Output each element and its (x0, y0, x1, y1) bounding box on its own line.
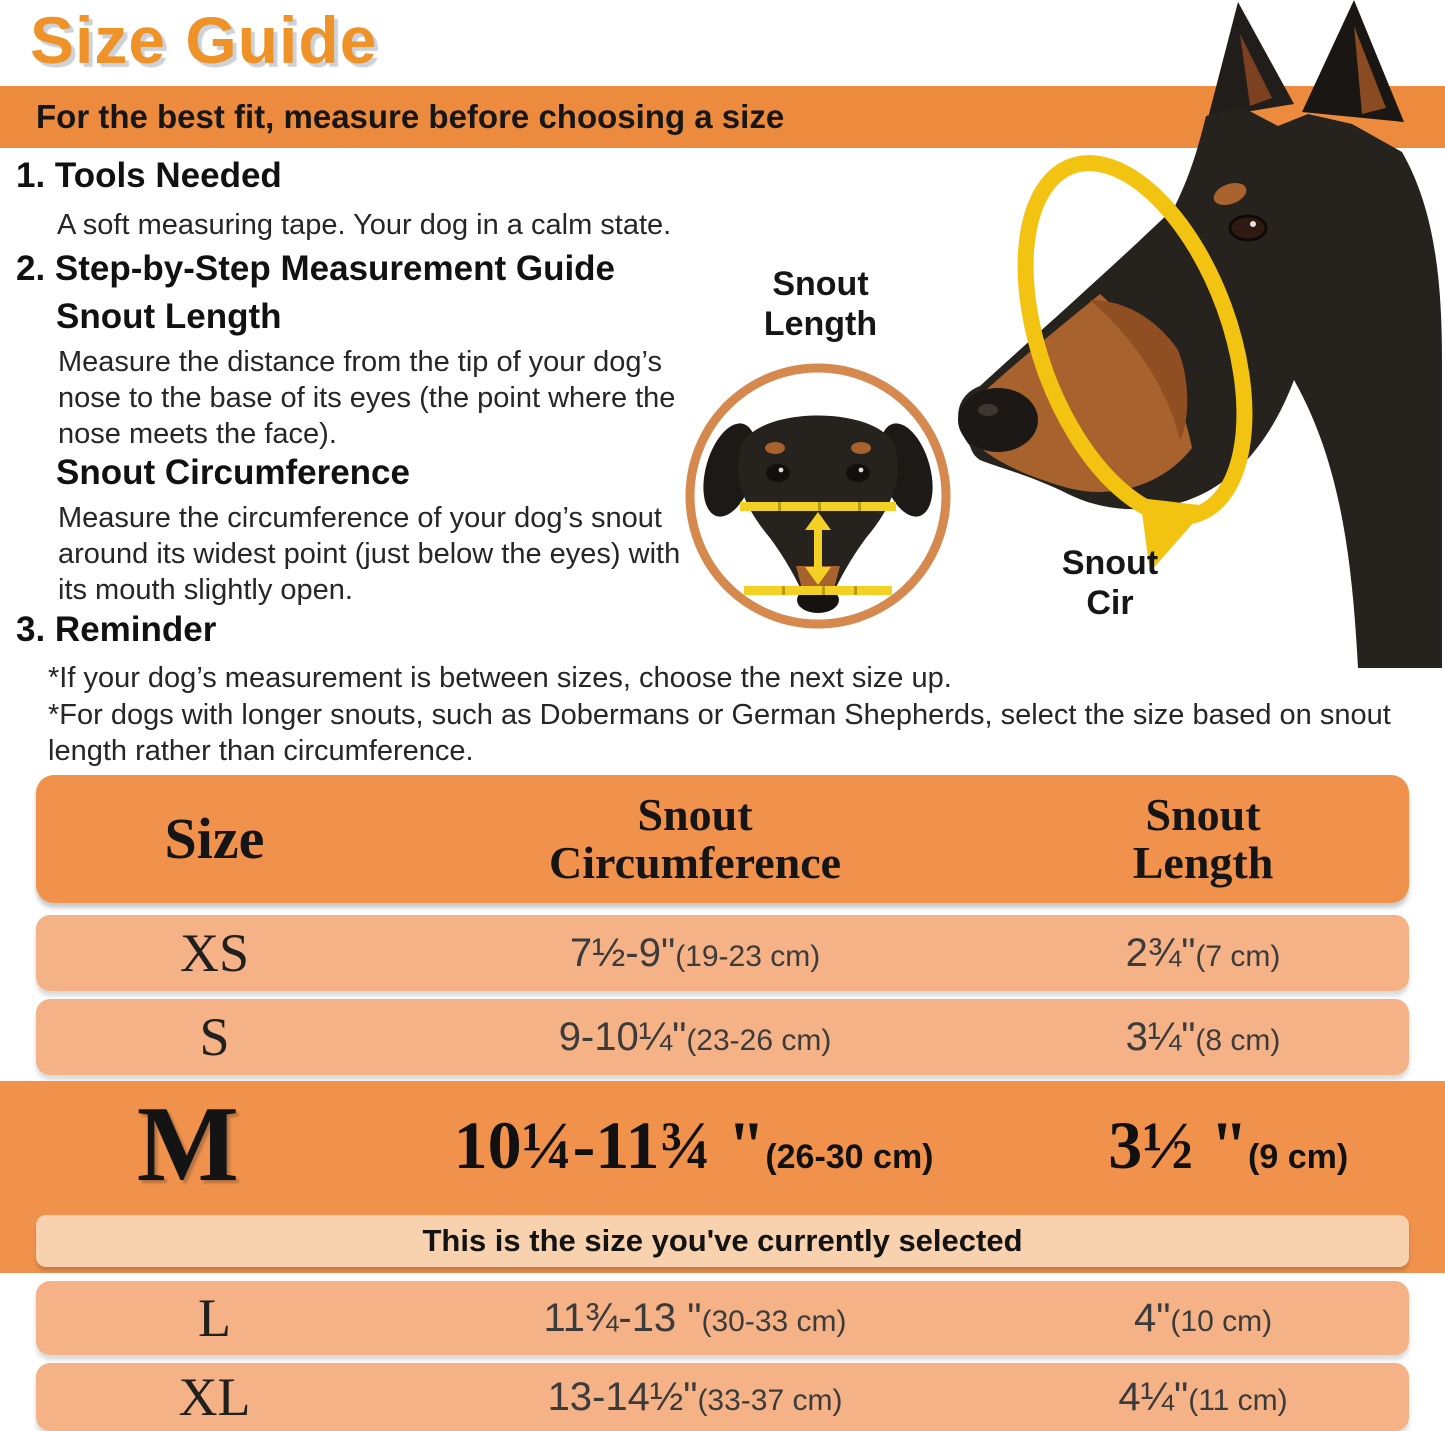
size-label: XS (179, 923, 249, 983)
length-cm: (11 cm) (1188, 1383, 1288, 1417)
fit-banner-text: For the best fit, measure before choosing a size (36, 98, 785, 135)
circ-value: 10¼-11¾ " (453, 1106, 766, 1183)
table-row-s (36, 999, 1409, 1075)
snout-cir-diagram-label: Snout Cir (1061, 544, 1159, 622)
reminder-notes (48, 660, 1433, 770)
table-row-m-selected (0, 1081, 1445, 1209)
eye (766, 464, 790, 482)
tools-body: A soft measuring tape. Your dog in a calm state. (57, 209, 672, 241)
selected-size-note: This is the size you've currently selected (36, 1215, 1409, 1267)
table-row-xs (36, 915, 1409, 991)
measure-bar-bottom (744, 586, 892, 595)
header-circumference: Snout Circumference (548, 789, 842, 888)
reminder-note: *For dogs with longer snouts, such as Dobermans or German Shepherds, select the size based on snout length rather than circumference. (48, 699, 1391, 767)
length-value: 4¼" (1118, 1374, 1189, 1419)
bar-tick (858, 502, 861, 511)
bar-tick (778, 502, 781, 511)
circ-value: 7½-9" (569, 930, 676, 975)
length-value: 4" (1133, 1295, 1171, 1340)
snout-length-body: Measure the distance from the tip of your dog’s nose to the base of its eyes (the point where the nose meets the face). (58, 346, 676, 450)
size-label: S (199, 1007, 230, 1067)
brow-spot (765, 442, 785, 454)
length-value: 2¾" (1125, 930, 1196, 975)
eye (1230, 216, 1266, 240)
table-row-l (36, 1281, 1409, 1355)
eye-glint (779, 468, 784, 473)
circ-cm: (23-26 cm) (686, 1023, 832, 1057)
length-value: 3½ " (1108, 1106, 1249, 1183)
length-cm: (7 cm) (1195, 939, 1281, 973)
doberman-head-photo (940, 0, 1445, 668)
eye-glint (859, 468, 864, 473)
bar-tick (818, 502, 821, 511)
length-cm: (9 cm) (1248, 1137, 1349, 1176)
snout-length-heading: Snout Length (56, 297, 282, 336)
header-size: Size (164, 805, 265, 871)
table-row-xl (36, 1363, 1409, 1431)
reminder-note: *If your dog’s measurement is between sizes, choose the next size up. (48, 662, 952, 694)
size-table (0, 775, 1445, 1431)
bar-tick (854, 586, 857, 595)
snout-length-diagram-label: Snout Length (763, 265, 878, 343)
header-length: Snout Length (1132, 789, 1274, 888)
size-label: L (197, 1288, 231, 1348)
circ-value: 13-14½" (547, 1374, 698, 1419)
nose-highlight (978, 404, 998, 416)
reminder-heading: 3. Reminder (16, 610, 217, 649)
length-cm: (8 cm) (1195, 1023, 1281, 1057)
steps-heading: 2. Step-by-Step Measurement Guide (16, 249, 616, 288)
circ-value: 9-10¼" (558, 1014, 687, 1059)
circ-cm: (19-23 cm) (675, 939, 821, 973)
size-label: M (136, 1085, 239, 1204)
length-value: 3¼" (1125, 1014, 1196, 1059)
snout-circumference-heading: Snout Circumference (56, 453, 410, 492)
brow-spot (851, 442, 871, 454)
doberman-ear (1302, 0, 1404, 122)
page-title: Size Guide (30, 3, 378, 77)
circ-value: 11¾-13 " (543, 1295, 702, 1340)
circ-cm: (30-33 cm) (701, 1304, 847, 1338)
nose (958, 388, 1038, 452)
snout-circumference-body: Measure the circumference of your dog’s snout around its widest point (just below the eyes) with its mouth slightly open. (58, 502, 681, 606)
eye-glint (1250, 221, 1256, 227)
size-label: XL (178, 1367, 251, 1427)
bar-tick (822, 586, 825, 595)
eye (846, 464, 870, 482)
length-cm: (10 cm) (1170, 1304, 1273, 1338)
selected-size-band (0, 1081, 1445, 1273)
snout-length-diagram (678, 352, 958, 640)
tools-heading: 1. Tools Needed (16, 156, 282, 195)
circ-cm: (26-30 cm) (765, 1137, 934, 1176)
table-header (36, 775, 1409, 903)
circ-cm: (33-37 cm) (697, 1383, 843, 1417)
bar-tick (782, 586, 785, 595)
